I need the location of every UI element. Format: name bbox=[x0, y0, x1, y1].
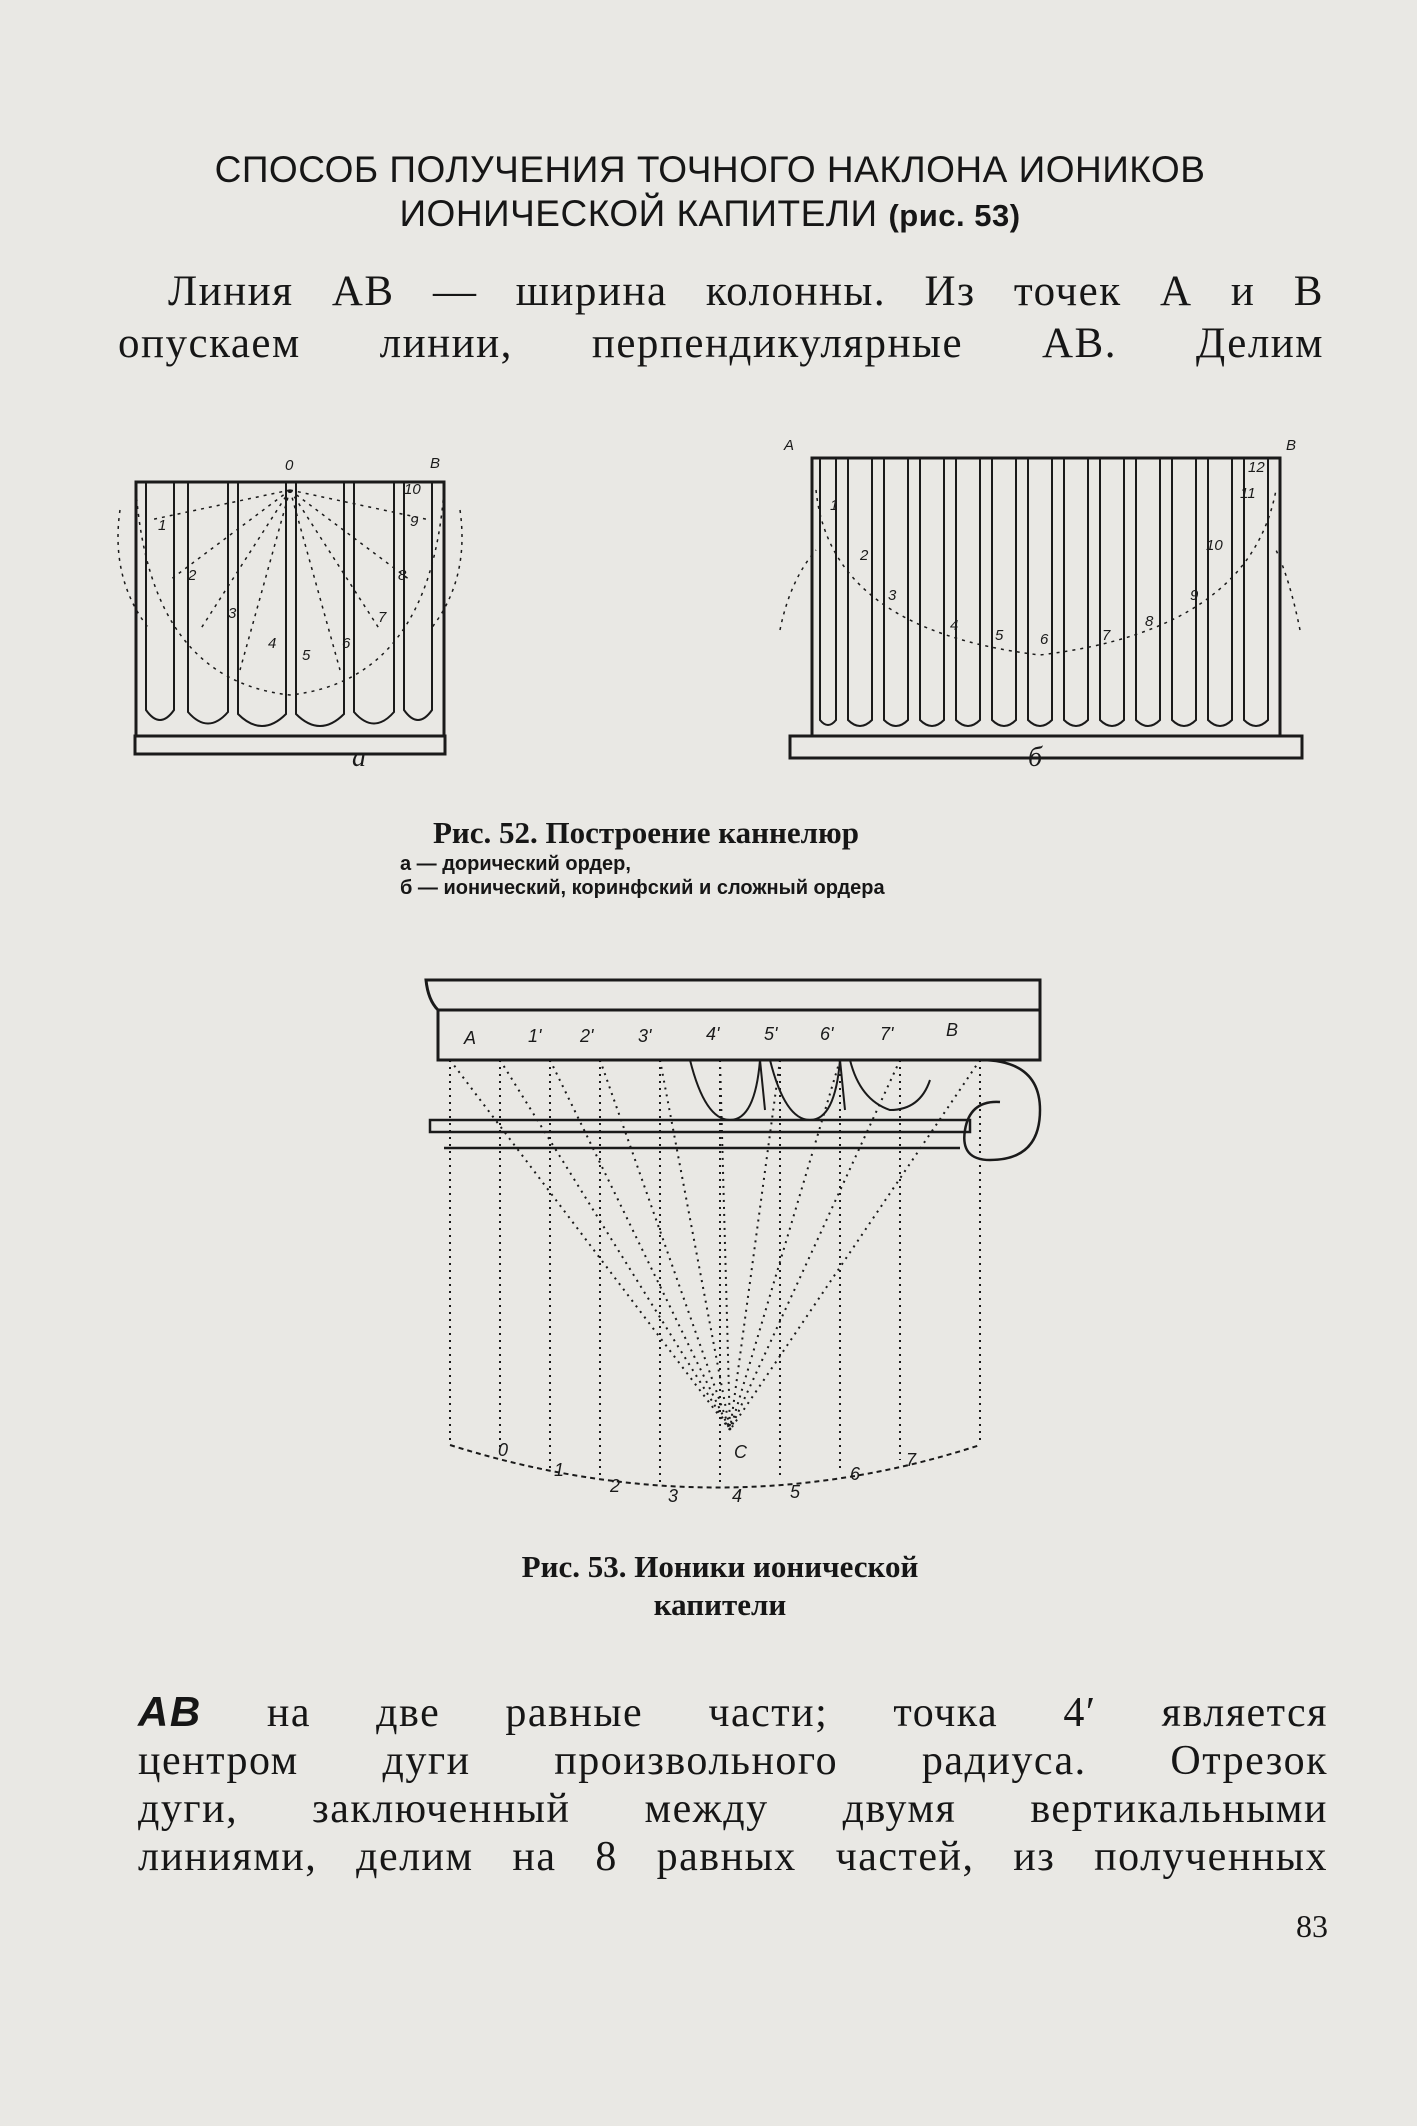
center-point-label: С bbox=[734, 1442, 747, 1462]
panel-b-point-label: 6 bbox=[1040, 631, 1049, 648]
panel-a-point-label: 10 bbox=[404, 481, 421, 498]
panel-a-point-label: 7 bbox=[378, 609, 387, 626]
construction-lines bbox=[450, 1060, 980, 1488]
arc-point-label: 5 bbox=[790, 1482, 801, 1502]
panel-b-point-label: 11 bbox=[1240, 485, 1256, 502]
panel-a-point-label: 9 bbox=[410, 513, 419, 530]
top-point-label: 7' bbox=[880, 1024, 894, 1044]
panel-a-point-label: 0 bbox=[285, 457, 294, 474]
panel-b-label: б bbox=[1028, 742, 1043, 773]
panel-a-point-label: 3 bbox=[228, 605, 237, 622]
paragraph-2-line-1 bbox=[138, 1688, 1328, 1737]
heading-line-2-text: ИОНИЧЕСКОЙ КАПИТЕЛИ bbox=[399, 193, 878, 234]
panel-b-point-label: 9 bbox=[1190, 587, 1199, 604]
paragraph-1-line-2: опускаем линии, перпендикулярные АВ. Делим bbox=[118, 320, 1324, 367]
paragraph-2-line-1-rest: на две равные части; точка 4′ является bbox=[266, 1690, 1329, 1736]
top-point-label: 3' bbox=[638, 1026, 652, 1046]
panel-b-point-label: А bbox=[784, 437, 795, 454]
panel-a-point-label: 6 bbox=[342, 635, 351, 652]
base-arc bbox=[450, 1445, 980, 1488]
arc-point-label: 1 bbox=[554, 1460, 565, 1480]
top-point-label: А bbox=[464, 1028, 477, 1048]
figure-53-caption-line-1: Рис. 53. Ионики ионической bbox=[521, 1549, 919, 1584]
top-point-label: 6' bbox=[820, 1024, 834, 1044]
panel-a-point-label: В bbox=[430, 455, 441, 472]
panel-b-base bbox=[790, 736, 1302, 758]
paragraph-1-line-1: Линия АВ — ширина колонны. Из точек А и В bbox=[168, 268, 1324, 315]
panel-b-point-label: 4 bbox=[950, 617, 959, 634]
paragraph-2-line-4: линиями, делим на 8 равных частей, из полученных bbox=[138, 1834, 1328, 1880]
figure-52-title: Рис. 52. Построение каннелюр bbox=[433, 815, 859, 850]
panel-a-point-label: 2 bbox=[188, 567, 197, 584]
figure-52-legend-a: а — дорический ордер, bbox=[400, 853, 631, 875]
capital-necking bbox=[430, 1120, 970, 1132]
arc-point-label: 0 bbox=[498, 1440, 509, 1460]
figure-53-caption-line-2: капители bbox=[653, 1587, 787, 1622]
panel-b-point-label: 5 bbox=[995, 627, 1004, 644]
panel-b-point-label: В bbox=[1286, 437, 1297, 454]
figure-52-drawing bbox=[90, 430, 1340, 790]
figure-52-caption bbox=[400, 814, 1160, 900]
panel-b-point-label: 10 bbox=[1206, 537, 1223, 554]
panel-a-point-label: 5 bbox=[302, 647, 311, 664]
arc-point-label: 7 bbox=[906, 1450, 917, 1470]
paragraph-2-line-3: дуги, заключенный между двумя вертикальными bbox=[138, 1786, 1328, 1832]
panel-a-point-label: 1 bbox=[158, 517, 167, 534]
paragraph-2-line-2: центром дуги произвольного радиуса. Отрезок bbox=[138, 1738, 1328, 1784]
panel-b-point-label: 3 bbox=[888, 587, 897, 604]
panel-b-point-label: 8 bbox=[1145, 613, 1154, 630]
panel-a-label: а bbox=[352, 742, 366, 773]
figure-52-legend-b: б — ионический, коринфский и сложный ордера bbox=[400, 877, 885, 899]
paragraph-2 bbox=[138, 1688, 1328, 1881]
panel-a-point-label: 4 bbox=[268, 635, 277, 652]
paragraph-1 bbox=[118, 266, 1324, 370]
section-heading bbox=[120, 148, 1300, 238]
panel-b-point-label: 12 bbox=[1248, 459, 1265, 476]
egg-and-dart bbox=[690, 1060, 930, 1120]
panel-a-base bbox=[135, 736, 445, 754]
panel-b-point-label: 2 bbox=[860, 547, 869, 564]
panel-a-point-label: 8 bbox=[398, 567, 407, 584]
top-point-label: 4' bbox=[706, 1024, 720, 1044]
paragraph-2-lead: АВ bbox=[138, 1688, 202, 1735]
panel-a-flutes bbox=[146, 482, 432, 726]
volute bbox=[964, 1060, 1040, 1160]
arc-point-label: 4 bbox=[732, 1486, 743, 1506]
panel-b-frame bbox=[812, 458, 1280, 736]
arc-point-label: 2 bbox=[610, 1476, 621, 1496]
figure-53-caption bbox=[440, 1548, 1000, 1624]
top-point-label: 1' bbox=[528, 1026, 542, 1046]
panel-a-frame bbox=[136, 482, 444, 736]
top-point-label: 2' bbox=[580, 1026, 594, 1046]
top-point-label: В bbox=[946, 1020, 959, 1040]
panel-b-point-label: 1 bbox=[830, 497, 839, 514]
figure-53-drawing bbox=[420, 970, 1060, 1510]
capital-abacus bbox=[426, 980, 1040, 1010]
arc-point-label: 3 bbox=[668, 1486, 679, 1506]
top-point-label: 5' bbox=[764, 1024, 778, 1044]
heading-line-1: СПОСОБ ПОЛУЧЕНИЯ ТОЧНОГО НАКЛОНА ИОНИКОВ bbox=[214, 149, 1206, 190]
page-number: 83 bbox=[1296, 1908, 1328, 1944]
arc-point-label: 6 bbox=[850, 1464, 861, 1484]
heading-figure-ref: (рис. 53) bbox=[888, 198, 1021, 233]
panel-b-point-label: 7 bbox=[1102, 627, 1111, 644]
heading-line-2 bbox=[120, 192, 1300, 238]
